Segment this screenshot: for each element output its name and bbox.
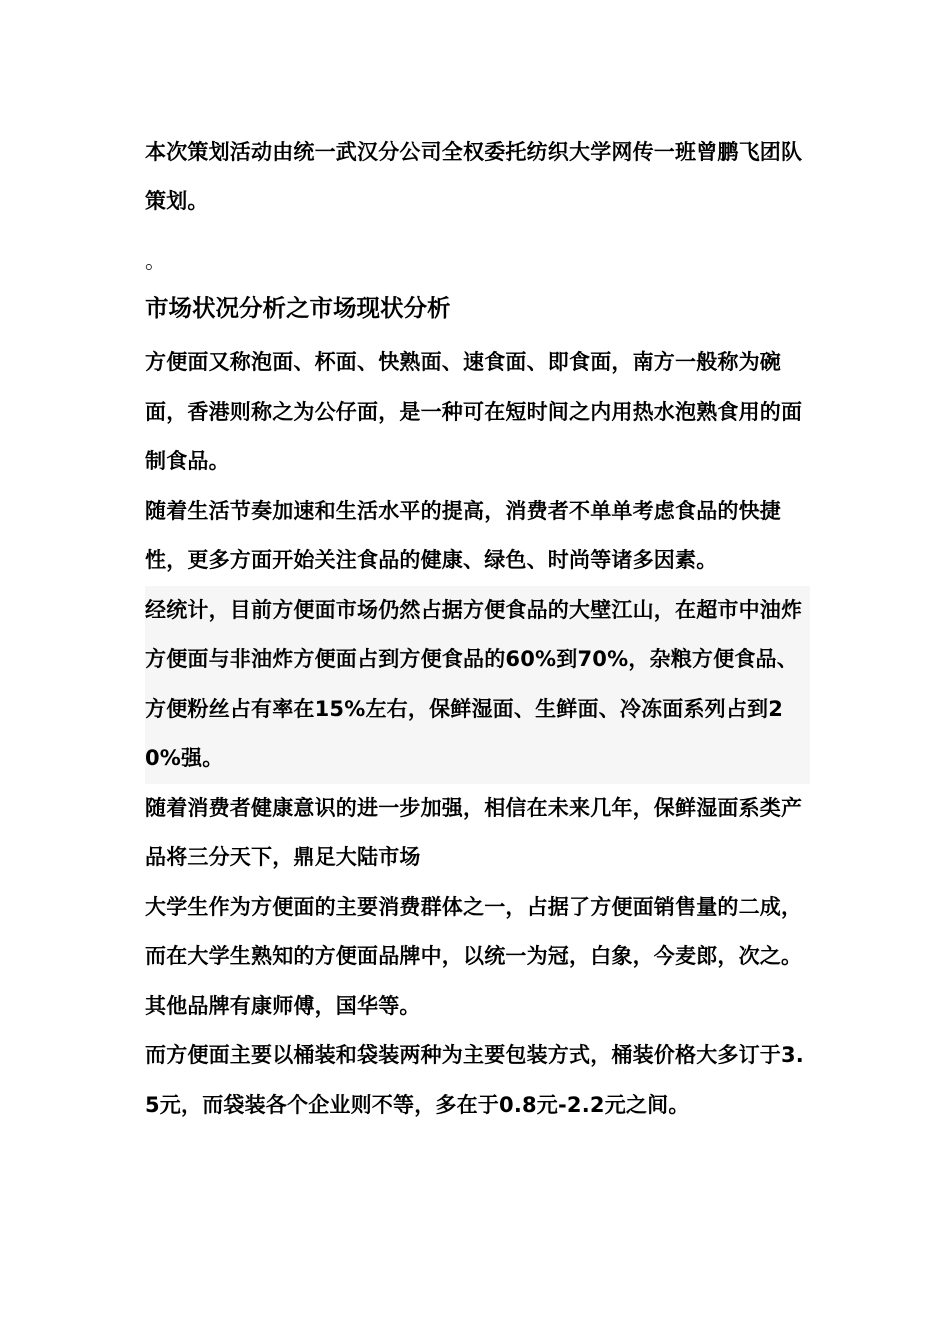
paragraph-packaging-price: 而方便面主要以桶装和袋装两种为主要包装方式，桶装价格大多订于3.5元，而袋装各个企业则不等，多在于0.8元-2.2元之间。 — [145, 1043, 804, 1117]
paragraph-consumer-trend: 随着生活节奏加速和生活水平的提高，消费者不单单考虑食品的快捷性，更多方面开始关注食品的健康、绿色、时尚等诸多因素。 — [145, 498, 781, 572]
paragraph-definition: 方便面又称泡面、杯面、快熟面、速食面、即食面，南方一般称为碗面，香港则称之为公仔面，是一种可在短时间之内用热水泡熟食用的面制食品。 — [145, 350, 803, 473]
paragraph-health-outlook: 随着消费者健康意识的进一步加强，相信在未来几年，保鲜湿面系类产品将三分天下，鼎足大陆市场 — [145, 795, 803, 869]
document-body — [145, 128, 810, 1130]
section-heading: 市场状况分析之市场现状分析 — [145, 294, 451, 322]
intro-paragraph: 本次策划活动由统一武汉分公司全权委托纺织大学网传一班曾鹏飞团队策划。 — [145, 140, 803, 213]
separator-mark: 。 — [145, 249, 166, 273]
paragraph-market-statistics: 经统计，目前方便面市场仍然占据方便食品的大壁江山，在超市中油炸方便面与非油炸方便面占到方便食品的60%到70%，杂粮方便食品、方便粉丝占有率在15%左右，保鲜湿面、生鲜面、冷冻面系列占到20%强。 — [145, 586, 810, 784]
paragraph-student-market: 大学生作为方便面的主要消费群体之一，占据了方便面销售量的二成，而在大学生熟知的方便面品牌中，以统一为冠，白象，今麦郎，次之。其他品牌有康师傅，国华等。 — [145, 894, 803, 1018]
